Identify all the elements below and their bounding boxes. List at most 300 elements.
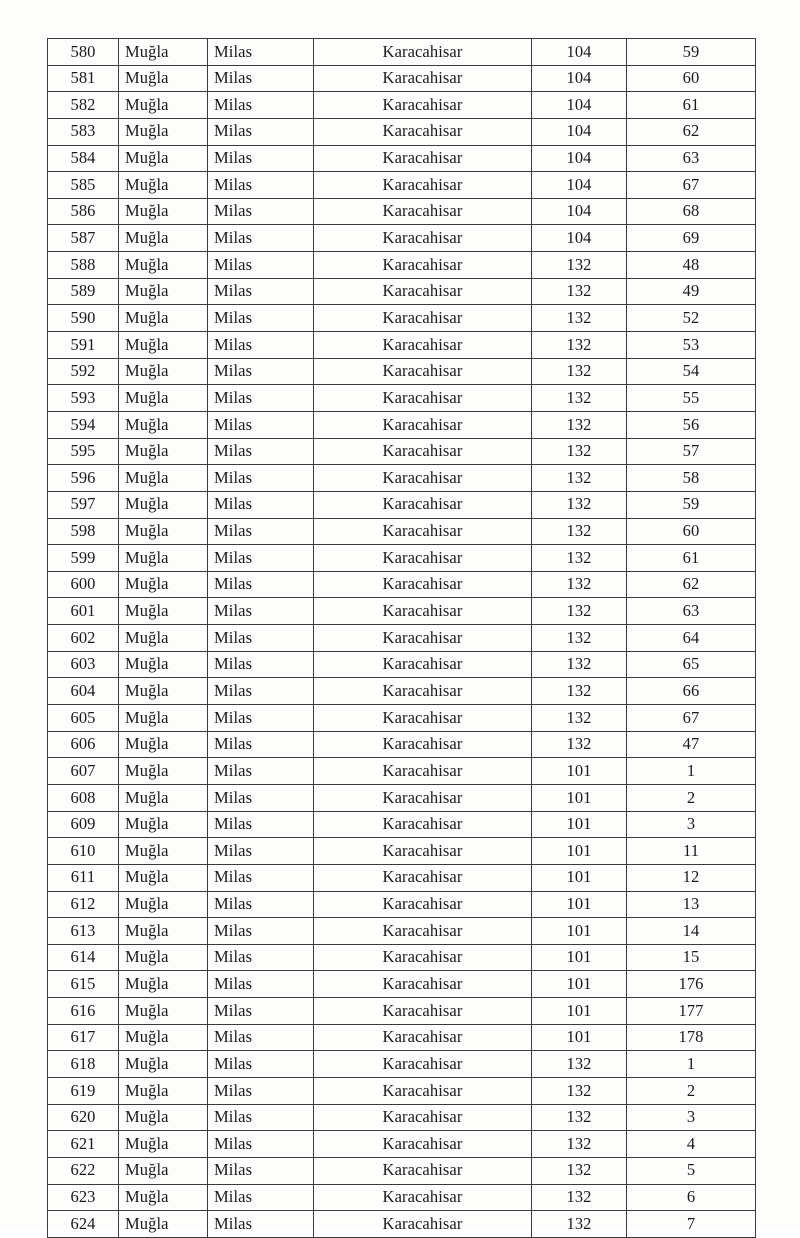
cell-district: Milas	[208, 491, 314, 518]
cell-ada: 132	[532, 1077, 627, 1104]
cell-ada: 101	[532, 1024, 627, 1051]
cell-sira-no: 581	[48, 65, 119, 92]
cell-sira-no: 599	[48, 545, 119, 572]
table-row	[48, 1077, 756, 1104]
table-row	[48, 1051, 756, 1078]
cell-ada: 101	[532, 891, 627, 918]
cell-province: Muğla	[119, 39, 208, 66]
cell-sira-no: 615	[48, 971, 119, 998]
cell-province: Muğla	[119, 385, 208, 412]
cell-district: Milas	[208, 252, 314, 279]
cell-province: Muğla	[119, 172, 208, 199]
table-row	[48, 305, 756, 332]
cell-ada: 132	[532, 491, 627, 518]
cell-province: Muğla	[119, 1077, 208, 1104]
cell-province: Muğla	[119, 971, 208, 998]
cell-sira-no: 583	[48, 118, 119, 145]
table-row	[48, 731, 756, 758]
cell-ada: 104	[532, 39, 627, 66]
table-row	[48, 1157, 756, 1184]
cell-sira-no: 611	[48, 864, 119, 891]
cell-district: Milas	[208, 918, 314, 945]
cell-sira-no: 597	[48, 491, 119, 518]
cell-ada: 101	[532, 758, 627, 785]
cell-ada: 104	[532, 118, 627, 145]
cell-province: Muğla	[119, 705, 208, 732]
table-row	[48, 545, 756, 572]
cell-sira-no: 585	[48, 172, 119, 199]
cell-sira-no: 610	[48, 838, 119, 865]
cell-sira-no: 587	[48, 225, 119, 252]
cell-province: Muğla	[119, 1157, 208, 1184]
table-row	[48, 998, 756, 1025]
cell-sira-no: 605	[48, 705, 119, 732]
cell-sira-no: 592	[48, 358, 119, 385]
cell-ada: 132	[532, 358, 627, 385]
cell-sira-no: 616	[48, 998, 119, 1025]
cell-locality: Karacahisar	[314, 39, 532, 66]
table-row	[48, 1104, 756, 1131]
cell-sira-no: 600	[48, 571, 119, 598]
cell-district: Milas	[208, 411, 314, 438]
cell-province: Muğla	[119, 571, 208, 598]
table-row	[48, 625, 756, 652]
cell-district: Milas	[208, 1077, 314, 1104]
cell-locality: Karacahisar	[314, 278, 532, 305]
cell-ada: 132	[532, 678, 627, 705]
cell-district: Milas	[208, 758, 314, 785]
cell-parsel: 63	[627, 145, 756, 172]
cell-sira-no: 604	[48, 678, 119, 705]
cell-ada: 101	[532, 971, 627, 998]
table-row	[48, 971, 756, 998]
cell-province: Muğla	[119, 438, 208, 465]
cell-ada: 132	[532, 305, 627, 332]
cell-province: Muğla	[119, 465, 208, 492]
cell-parsel: 69	[627, 225, 756, 252]
cell-parsel: 12	[627, 864, 756, 891]
cell-parsel: 61	[627, 545, 756, 572]
cell-parsel: 62	[627, 118, 756, 145]
cell-district: Milas	[208, 864, 314, 891]
cell-sira-no: 590	[48, 305, 119, 332]
cell-parsel: 62	[627, 571, 756, 598]
cell-sira-no: 619	[48, 1077, 119, 1104]
cell-province: Muğla	[119, 838, 208, 865]
cell-sira-no: 620	[48, 1104, 119, 1131]
cell-locality: Karacahisar	[314, 1211, 532, 1238]
cell-sira-no: 614	[48, 944, 119, 971]
cell-parsel: 64	[627, 625, 756, 652]
cell-locality: Karacahisar	[314, 1184, 532, 1211]
cell-sira-no: 623	[48, 1184, 119, 1211]
cell-ada: 132	[532, 1211, 627, 1238]
table-row	[48, 784, 756, 811]
cell-sira-no: 622	[48, 1157, 119, 1184]
cell-locality: Karacahisar	[314, 1104, 532, 1131]
cell-ada: 132	[532, 545, 627, 572]
cell-province: Muğla	[119, 1211, 208, 1238]
cell-province: Muğla	[119, 145, 208, 172]
cell-parsel: 53	[627, 332, 756, 359]
cell-parsel: 6	[627, 1184, 756, 1211]
land-registry-table	[47, 38, 756, 1238]
table-row	[48, 92, 756, 119]
table-row	[48, 332, 756, 359]
cell-province: Muğla	[119, 278, 208, 305]
cell-province: Muğla	[119, 918, 208, 945]
cell-parsel: 60	[627, 65, 756, 92]
cell-locality: Karacahisar	[314, 198, 532, 225]
table-row	[48, 518, 756, 545]
table-row	[48, 358, 756, 385]
cell-district: Milas	[208, 998, 314, 1025]
cell-parsel: 5	[627, 1157, 756, 1184]
cell-locality: Karacahisar	[314, 838, 532, 865]
cell-locality: Karacahisar	[314, 358, 532, 385]
cell-parsel: 57	[627, 438, 756, 465]
cell-sira-no: 606	[48, 731, 119, 758]
cell-locality: Karacahisar	[314, 758, 532, 785]
cell-locality: Karacahisar	[314, 864, 532, 891]
cell-ada: 132	[532, 1131, 627, 1158]
cell-district: Milas	[208, 358, 314, 385]
cell-parsel: 15	[627, 944, 756, 971]
cell-sira-no: 584	[48, 145, 119, 172]
cell-locality: Karacahisar	[314, 731, 532, 758]
cell-locality: Karacahisar	[314, 438, 532, 465]
cell-district: Milas	[208, 39, 314, 66]
cell-district: Milas	[208, 438, 314, 465]
cell-province: Muğla	[119, 491, 208, 518]
table-row	[48, 838, 756, 865]
cell-sira-no: 609	[48, 811, 119, 838]
cell-province: Muğla	[119, 252, 208, 279]
cell-province: Muğla	[119, 92, 208, 119]
cell-locality: Karacahisar	[314, 598, 532, 625]
table-body	[48, 39, 756, 1238]
cell-parsel: 2	[627, 784, 756, 811]
cell-locality: Karacahisar	[314, 1131, 532, 1158]
cell-parsel: 7	[627, 1211, 756, 1238]
cell-parsel: 67	[627, 172, 756, 199]
cell-locality: Karacahisar	[314, 145, 532, 172]
cell-ada: 104	[532, 92, 627, 119]
cell-sira-no: 602	[48, 625, 119, 652]
cell-locality: Karacahisar	[314, 998, 532, 1025]
cell-district: Milas	[208, 678, 314, 705]
cell-parsel: 49	[627, 278, 756, 305]
cell-sira-no: 582	[48, 92, 119, 119]
table-row	[48, 198, 756, 225]
cell-province: Muğla	[119, 944, 208, 971]
cell-sira-no: 588	[48, 252, 119, 279]
cell-locality: Karacahisar	[314, 1157, 532, 1184]
table-row	[48, 278, 756, 305]
cell-sira-no: 595	[48, 438, 119, 465]
cell-province: Muğla	[119, 598, 208, 625]
table-row	[48, 758, 756, 785]
table-row	[48, 678, 756, 705]
cell-ada: 101	[532, 944, 627, 971]
cell-locality: Karacahisar	[314, 332, 532, 359]
table-row	[48, 118, 756, 145]
cell-ada: 132	[532, 705, 627, 732]
cell-parsel: 3	[627, 1104, 756, 1131]
cell-sira-no: 618	[48, 1051, 119, 1078]
cell-sira-no: 589	[48, 278, 119, 305]
cell-province: Muğla	[119, 545, 208, 572]
cell-parsel: 55	[627, 385, 756, 412]
cell-parsel: 68	[627, 198, 756, 225]
cell-parsel: 1	[627, 758, 756, 785]
cell-province: Muğla	[119, 198, 208, 225]
cell-district: Milas	[208, 811, 314, 838]
cell-ada: 104	[532, 172, 627, 199]
cell-sira-no: 613	[48, 918, 119, 945]
table-row	[48, 571, 756, 598]
cell-ada: 132	[532, 731, 627, 758]
cell-province: Muğla	[119, 118, 208, 145]
cell-parsel: 11	[627, 838, 756, 865]
table-row	[48, 465, 756, 492]
cell-district: Milas	[208, 278, 314, 305]
cell-locality: Karacahisar	[314, 411, 532, 438]
cell-district: Milas	[208, 145, 314, 172]
table-row	[48, 145, 756, 172]
cell-sira-no: 586	[48, 198, 119, 225]
cell-district: Milas	[208, 225, 314, 252]
cell-ada: 132	[532, 438, 627, 465]
cell-district: Milas	[208, 1157, 314, 1184]
cell-district: Milas	[208, 571, 314, 598]
table-row	[48, 225, 756, 252]
cell-parsel: 1	[627, 1051, 756, 1078]
cell-ada: 132	[532, 411, 627, 438]
table-row	[48, 1184, 756, 1211]
cell-province: Muğla	[119, 758, 208, 785]
cell-ada: 132	[532, 278, 627, 305]
cell-ada: 132	[532, 1051, 627, 1078]
cell-province: Muğla	[119, 411, 208, 438]
cell-sira-no: 601	[48, 598, 119, 625]
cell-parsel: 178	[627, 1024, 756, 1051]
cell-parsel: 48	[627, 252, 756, 279]
cell-province: Muğla	[119, 891, 208, 918]
cell-province: Muğla	[119, 625, 208, 652]
cell-parsel: 60	[627, 518, 756, 545]
cell-province: Muğla	[119, 305, 208, 332]
cell-district: Milas	[208, 598, 314, 625]
table-row	[48, 411, 756, 438]
cell-sira-no: 580	[48, 39, 119, 66]
cell-locality: Karacahisar	[314, 811, 532, 838]
cell-district: Milas	[208, 838, 314, 865]
cell-sira-no: 594	[48, 411, 119, 438]
cell-locality: Karacahisar	[314, 678, 532, 705]
cell-ada: 132	[532, 252, 627, 279]
cell-locality: Karacahisar	[314, 92, 532, 119]
cell-province: Muğla	[119, 1051, 208, 1078]
table-row	[48, 918, 756, 945]
cell-ada: 101	[532, 811, 627, 838]
cell-locality: Karacahisar	[314, 944, 532, 971]
cell-district: Milas	[208, 1184, 314, 1211]
cell-district: Milas	[208, 1211, 314, 1238]
cell-province: Muğla	[119, 65, 208, 92]
cell-district: Milas	[208, 198, 314, 225]
cell-parsel: 176	[627, 971, 756, 998]
cell-locality: Karacahisar	[314, 784, 532, 811]
cell-district: Milas	[208, 1024, 314, 1051]
cell-ada: 132	[532, 465, 627, 492]
cell-locality: Karacahisar	[314, 305, 532, 332]
cell-ada: 132	[532, 1184, 627, 1211]
cell-district: Milas	[208, 465, 314, 492]
cell-sira-no: 596	[48, 465, 119, 492]
cell-sira-no: 612	[48, 891, 119, 918]
cell-sira-no: 598	[48, 518, 119, 545]
cell-locality: Karacahisar	[314, 465, 532, 492]
cell-province: Muğla	[119, 358, 208, 385]
cell-district: Milas	[208, 172, 314, 199]
cell-province: Muğla	[119, 332, 208, 359]
table-row	[48, 944, 756, 971]
cell-province: Muğla	[119, 1131, 208, 1158]
cell-locality: Karacahisar	[314, 1077, 532, 1104]
cell-locality: Karacahisar	[314, 625, 532, 652]
table-row	[48, 864, 756, 891]
cell-ada: 101	[532, 864, 627, 891]
cell-locality: Karacahisar	[314, 385, 532, 412]
cell-province: Muğla	[119, 731, 208, 758]
cell-locality: Karacahisar	[314, 491, 532, 518]
cell-province: Muğla	[119, 1104, 208, 1131]
cell-district: Milas	[208, 651, 314, 678]
table-row	[48, 891, 756, 918]
cell-ada: 132	[532, 625, 627, 652]
cell-sira-no: 624	[48, 1211, 119, 1238]
cell-parsel: 13	[627, 891, 756, 918]
cell-sira-no: 621	[48, 1131, 119, 1158]
cell-locality: Karacahisar	[314, 1024, 532, 1051]
cell-district: Milas	[208, 305, 314, 332]
cell-parsel: 177	[627, 998, 756, 1025]
cell-district: Milas	[208, 385, 314, 412]
cell-locality: Karacahisar	[314, 65, 532, 92]
cell-province: Muğla	[119, 225, 208, 252]
cell-ada: 132	[532, 1157, 627, 1184]
cell-district: Milas	[208, 784, 314, 811]
cell-district: Milas	[208, 118, 314, 145]
cell-province: Muğla	[119, 651, 208, 678]
cell-district: Milas	[208, 731, 314, 758]
cell-ada: 132	[532, 385, 627, 412]
cell-province: Muğla	[119, 811, 208, 838]
cell-district: Milas	[208, 92, 314, 119]
cell-locality: Karacahisar	[314, 971, 532, 998]
cell-province: Muğla	[119, 1024, 208, 1051]
cell-parsel: 47	[627, 731, 756, 758]
table-row	[48, 39, 756, 66]
cell-ada: 104	[532, 65, 627, 92]
cell-parsel: 67	[627, 705, 756, 732]
cell-ada: 132	[532, 598, 627, 625]
table-row	[48, 651, 756, 678]
table-row	[48, 65, 756, 92]
cell-locality: Karacahisar	[314, 891, 532, 918]
table-row	[48, 811, 756, 838]
cell-ada: 101	[532, 838, 627, 865]
table-row	[48, 491, 756, 518]
cell-district: Milas	[208, 944, 314, 971]
cell-parsel: 61	[627, 92, 756, 119]
cell-province: Muğla	[119, 998, 208, 1025]
cell-parsel: 66	[627, 678, 756, 705]
cell-parsel: 65	[627, 651, 756, 678]
cell-locality: Karacahisar	[314, 518, 532, 545]
cell-locality: Karacahisar	[314, 651, 532, 678]
cell-parsel: 56	[627, 411, 756, 438]
cell-locality: Karacahisar	[314, 225, 532, 252]
table-row	[48, 1211, 756, 1238]
cell-locality: Karacahisar	[314, 545, 532, 572]
cell-parsel: 14	[627, 918, 756, 945]
cell-district: Milas	[208, 332, 314, 359]
cell-district: Milas	[208, 625, 314, 652]
cell-district: Milas	[208, 891, 314, 918]
cell-ada: 132	[532, 571, 627, 598]
cell-locality: Karacahisar	[314, 172, 532, 199]
cell-parsel: 54	[627, 358, 756, 385]
table-row	[48, 705, 756, 732]
cell-parsel: 4	[627, 1131, 756, 1158]
cell-parsel: 52	[627, 305, 756, 332]
cell-ada: 104	[532, 225, 627, 252]
cell-ada: 132	[532, 1104, 627, 1131]
cell-sira-no: 603	[48, 651, 119, 678]
cell-province: Muğla	[119, 678, 208, 705]
cell-ada: 132	[532, 332, 627, 359]
cell-parsel: 58	[627, 465, 756, 492]
cell-sira-no: 607	[48, 758, 119, 785]
cell-sira-no: 617	[48, 1024, 119, 1051]
cell-ada: 101	[532, 918, 627, 945]
cell-ada: 101	[532, 998, 627, 1025]
cell-ada: 101	[532, 784, 627, 811]
table-row	[48, 1131, 756, 1158]
table-row	[48, 172, 756, 199]
table-row	[48, 385, 756, 412]
cell-ada: 104	[532, 145, 627, 172]
cell-district: Milas	[208, 518, 314, 545]
cell-ada: 132	[532, 651, 627, 678]
cell-locality: Karacahisar	[314, 571, 532, 598]
table-container	[47, 38, 755, 1238]
cell-sira-no: 591	[48, 332, 119, 359]
cell-province: Muğla	[119, 1184, 208, 1211]
cell-parsel: 59	[627, 39, 756, 66]
cell-locality: Karacahisar	[314, 252, 532, 279]
cell-locality: Karacahisar	[314, 1051, 532, 1078]
cell-sira-no: 593	[48, 385, 119, 412]
cell-province: Muğla	[119, 518, 208, 545]
cell-locality: Karacahisar	[314, 118, 532, 145]
cell-district: Milas	[208, 1131, 314, 1158]
cell-parsel: 3	[627, 811, 756, 838]
cell-locality: Karacahisar	[314, 918, 532, 945]
cell-province: Muğla	[119, 784, 208, 811]
